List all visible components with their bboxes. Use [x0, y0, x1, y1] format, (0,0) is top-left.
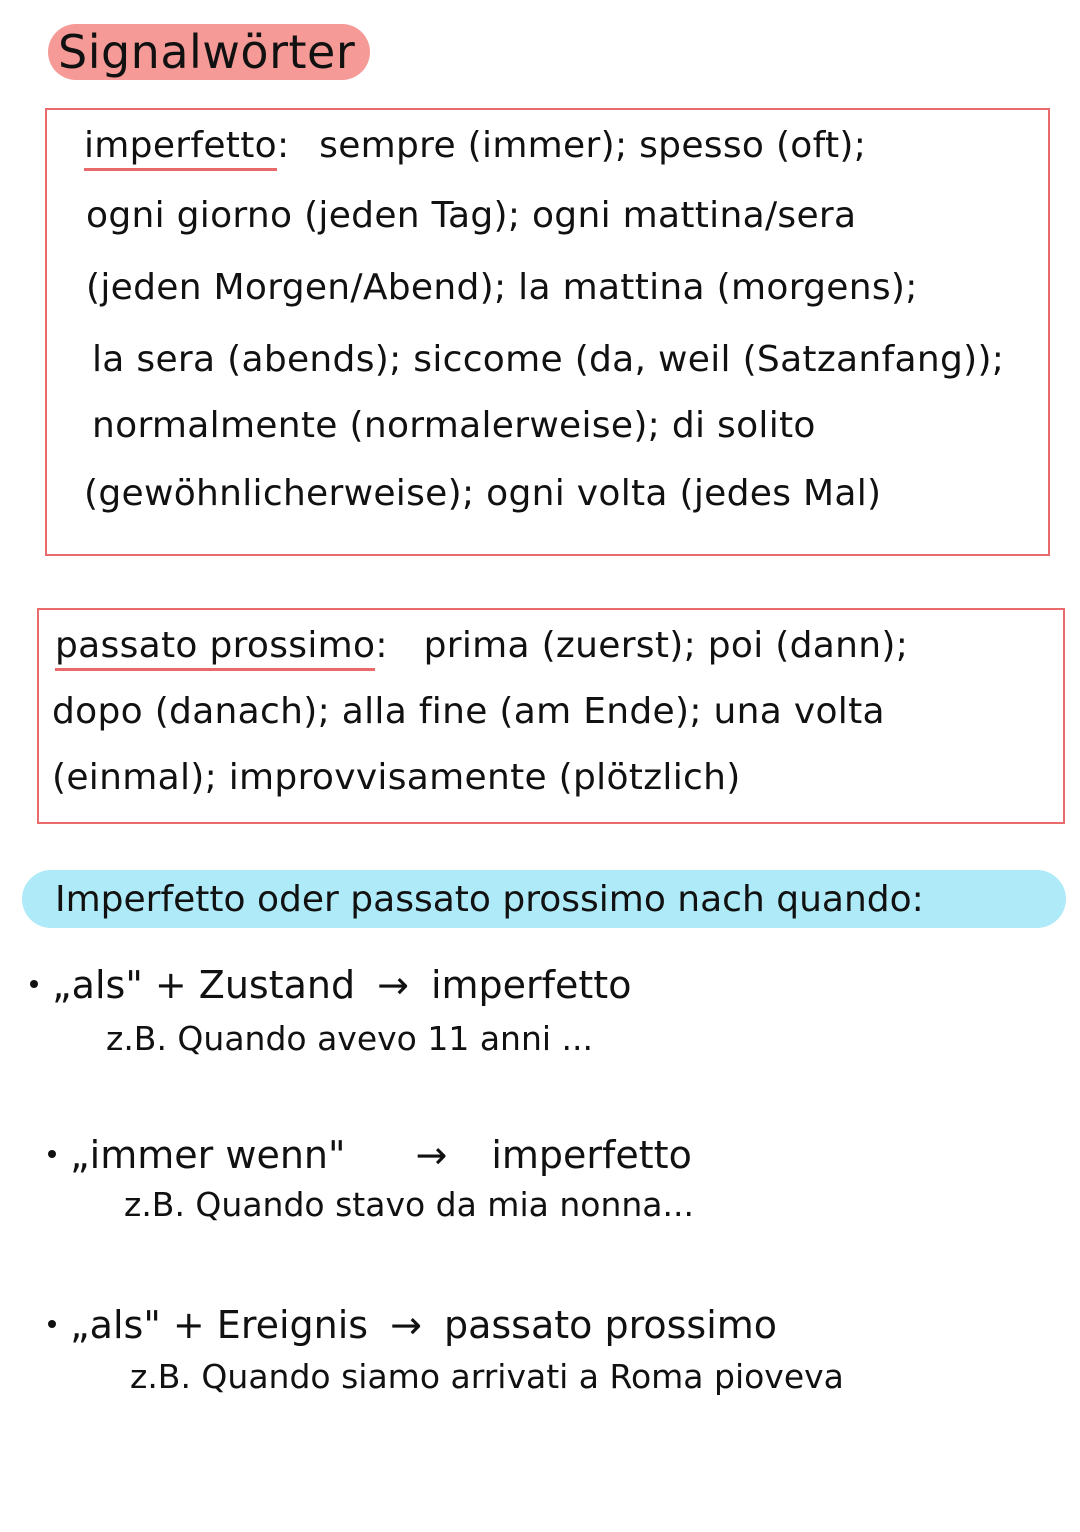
section-heading: Imperfetto oder passato prossimo nach quando: [55, 879, 924, 920]
rule-2-condition: „immer wenn" [70, 1133, 346, 1177]
imperfetto-line-text: sempre (immer); spesso (oft); [319, 125, 867, 166]
imperfetto-line-6: (gewöhnlicherweise); ogni volta (jedes Mal) [84, 473, 882, 514]
page-title: Signalwörter [58, 25, 356, 79]
rule-1-result: imperfetto [430, 963, 632, 1007]
rule-3-example: z.B. Quando siamo arrivati a Roma pioveva [130, 1357, 844, 1396]
bullet-icon [48, 1320, 56, 1328]
rule-2-result: imperfetto [491, 1133, 692, 1177]
imperfetto-line-2: ogni giorno (jeden Tag); ogni mattina/sera [86, 195, 857, 236]
rule-1-condition: „als" + Zustand [52, 963, 356, 1007]
arrow-icon: → [390, 1303, 422, 1347]
imperfetto-line-3: (jeden Morgen/Abend); la mattina (morgens); [86, 267, 918, 308]
rule-1-example: z.B. Quando avevo 11 anni ... [106, 1019, 594, 1058]
passato-heading: passato prossimo [55, 626, 375, 671]
rule-1 [30, 962, 631, 1008]
rule-2-example: z.B. Quando stavo da mia nonna... [124, 1185, 694, 1224]
imperfetto-heading: imperfetto [84, 126, 277, 171]
imperfetto-line-5: normalmente (normalerweise); di solito [92, 405, 816, 446]
rule-2 [48, 1132, 692, 1178]
passato-line-text: prima (zuerst); poi (dann); [423, 625, 909, 666]
bullet-icon [48, 1150, 56, 1158]
imperfetto-line-4: la sera (abends); siccome (da, weil (Satzanfang)); [92, 339, 1005, 380]
rule-3-condition: „als" + Ereignis [70, 1303, 369, 1347]
passato-heading-colon: : [375, 625, 388, 666]
rule-3-result: passato prossimo [443, 1303, 778, 1347]
passato-line-1 [55, 624, 908, 671]
rule-3 [48, 1302, 777, 1348]
passato-line-3: (einmal); improvvisamente (plötzlich) [52, 757, 741, 798]
passato-line-2: dopo (danach); alla fine (am Ende); una volta [52, 691, 885, 732]
arrow-icon: → [377, 963, 409, 1007]
imperfetto-line-1 [84, 124, 866, 171]
arrow-icon: → [415, 1133, 448, 1177]
imperfetto-heading-colon: : [276, 125, 290, 166]
bullet-icon [30, 980, 38, 988]
